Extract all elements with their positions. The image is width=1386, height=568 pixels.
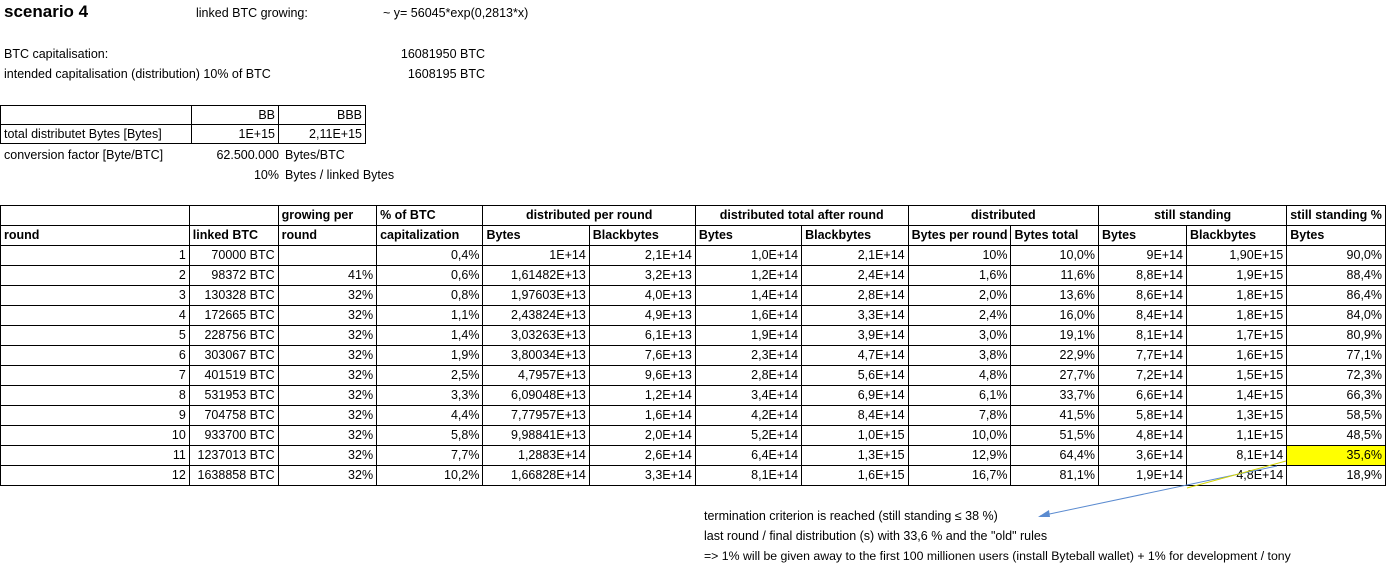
cell-linked: 98372 BTC <box>189 266 278 286</box>
cell-dt-black: 1,3E+15 <box>802 446 909 466</box>
cell-s-bytes: 8,4E+14 <box>1099 306 1187 326</box>
conversion-value: 62.500.000 <box>216 148 279 162</box>
cell-s-bytes: 4,8E+14 <box>1099 426 1187 446</box>
cell-round: 2 <box>1 266 190 286</box>
cell-dt-bytes: 6,4E+14 <box>695 446 801 466</box>
cell-growing: 32% <box>278 326 376 346</box>
cell-dt-bytes: 2,8E+14 <box>695 366 801 386</box>
cell-linked: 70000 BTC <box>189 246 278 266</box>
cell-s-bytes: 8,1E+14 <box>1099 326 1187 346</box>
cell-linked: 303067 BTC <box>189 346 278 366</box>
cell-s-black: 1,3E+15 <box>1187 406 1287 426</box>
cell-d-total: 33,7% <box>1011 386 1099 406</box>
cell-dt-black: 3,9E+14 <box>802 326 909 346</box>
cell-s-bytes: 7,2E+14 <box>1099 366 1187 386</box>
cell-d-total: 22,9% <box>1011 346 1099 366</box>
cell-pct: 2,5% <box>377 366 483 386</box>
header-blackbytes: Blackbytes <box>1187 226 1287 246</box>
intended-capitalisation-label: intended capitalisation (distribution) 10% of BTC <box>4 67 271 81</box>
cell-d-total: 16,0% <box>1011 306 1099 326</box>
cell-s-pct: 80,9% <box>1287 326 1386 346</box>
cell-d-round: 10% <box>908 246 1011 266</box>
header-bb: BB <box>192 106 279 125</box>
header-growing-bottom: round <box>278 226 376 246</box>
cell-s-pct: 66,3% <box>1287 386 1386 406</box>
cell-growing: 32% <box>278 346 376 366</box>
cell-dr-bytes: 2,43824E+13 <box>483 306 589 326</box>
cell-growing: 32% <box>278 426 376 446</box>
cell-dt-black: 5,6E+14 <box>802 366 909 386</box>
cell-dt-black: 6,9E+14 <box>802 386 909 406</box>
cell-growing: 32% <box>278 446 376 466</box>
cell-growing: 32% <box>278 406 376 426</box>
cell-linked: 172665 BTC <box>189 306 278 326</box>
cell-dt-bytes: 1,0E+14 <box>695 246 801 266</box>
header-bytes-total: Bytes total <box>1011 226 1099 246</box>
cell-dr-black: 3,3E+14 <box>589 466 695 486</box>
cell-d-total: 51,5% <box>1011 426 1099 446</box>
cell-dr-black: 1,2E+14 <box>589 386 695 406</box>
cell-growing: 32% <box>278 366 376 386</box>
cell-growing: 32% <box>278 286 376 306</box>
cell-dr-bytes: 7,77957E+13 <box>483 406 589 426</box>
header-bytes-per-round: Bytes per round <box>908 226 1011 246</box>
cell-dr-black: 4,9E+13 <box>589 306 695 326</box>
cell-linked: 704758 BTC <box>189 406 278 426</box>
cell-dr-bytes: 4,7957E+13 <box>483 366 589 386</box>
conversion-unit: Bytes/BTC <box>285 148 345 162</box>
cell-s-black: 1,1E+15 <box>1187 426 1287 446</box>
cell-growing: 41% <box>278 266 376 286</box>
cell-pct: 1,1% <box>377 306 483 326</box>
cell-d-round: 16,7% <box>908 466 1011 486</box>
cell-s-black: 4,8E+14 <box>1187 466 1287 486</box>
cell-s-bytes: 6,6E+14 <box>1099 386 1187 406</box>
cell-s-pct: 58,5% <box>1287 406 1386 426</box>
header-bytes: Bytes <box>1099 226 1187 246</box>
cell-pct: 5,8% <box>377 426 483 446</box>
cell-linked: 1638858 BTC <box>189 466 278 486</box>
cell-s-black: 1,8E+15 <box>1187 306 1287 326</box>
cell-d-round: 12,9% <box>908 446 1011 466</box>
yellow-arrow <box>1187 461 1286 488</box>
cell-dt-bytes: 3,4E+14 <box>695 386 801 406</box>
cell-s-black: 1,90E+15 <box>1187 246 1287 266</box>
cell-s-black: 1,6E+15 <box>1187 346 1287 366</box>
cell-round: 9 <box>1 406 190 426</box>
growth-label: linked BTC growing: <box>196 6 308 20</box>
cell-dt-black: 1,0E+15 <box>802 426 909 446</box>
cell-pct: 0,4% <box>377 246 483 266</box>
cell-d-total: 13,6% <box>1011 286 1099 306</box>
cell-round: 11 <box>1 446 190 466</box>
blue-arrowhead <box>1038 510 1050 517</box>
cell-dt-bytes: 1,6E+14 <box>695 306 801 326</box>
cell-growing: 32% <box>278 306 376 326</box>
cell-round: 4 <box>1 306 190 326</box>
cell-s-pct: 88,4% <box>1287 266 1386 286</box>
cell-s-pct: 77,1% <box>1287 346 1386 366</box>
cell-dr-black: 9,6E+13 <box>589 366 695 386</box>
cell-dr-bytes: 3,03263E+13 <box>483 326 589 346</box>
header-pct-btc-bottom: capitalization <box>377 226 483 246</box>
cell-growing: 32% <box>278 386 376 406</box>
cell-d-total: 11,6% <box>1011 266 1099 286</box>
cell-dr-bytes: 6,09048E+13 <box>483 386 589 406</box>
cell-d-round: 3,8% <box>908 346 1011 366</box>
cell-round: 12 <box>1 466 190 486</box>
cell-dr-black: 1,6E+14 <box>589 406 695 426</box>
cell-round: 8 <box>1 386 190 406</box>
cell-s-pct: 90,0% <box>1287 246 1386 266</box>
cell-dr-black: 3,2E+13 <box>589 266 695 286</box>
conversion-label: conversion factor [Byte/BTC] <box>4 148 164 162</box>
header-distributed: distributed <box>908 206 1098 226</box>
cell-dt-black: 4,7E+14 <box>802 346 909 366</box>
cell-linked: 401519 BTC <box>189 366 278 386</box>
cell-round: 10 <box>1 426 190 446</box>
cell-round: 6 <box>1 346 190 366</box>
cell-d-round: 2,4% <box>908 306 1011 326</box>
header-pct-btc-top: % of BTC <box>377 206 483 226</box>
cell-dt-black: 2,8E+14 <box>802 286 909 306</box>
cell-s-pct: 84,0% <box>1287 306 1386 326</box>
cell-linked: 130328 BTC <box>189 286 278 306</box>
cell-s-bytes: 5,8E+14 <box>1099 406 1187 426</box>
cell-dr-bytes: 1,97603E+13 <box>483 286 589 306</box>
cell-dr-black: 2,1E+14 <box>589 246 695 266</box>
cell-dr-black: 2,6E+14 <box>589 446 695 466</box>
cell-d-round: 3,0% <box>908 326 1011 346</box>
cell-d-round: 6,1% <box>908 386 1011 406</box>
cell-d-round: 1,6% <box>908 266 1011 286</box>
note-termination: termination criterion is reached (still standing ≤ 38 %) <box>704 509 998 523</box>
btc-capitalisation-value: 16081950 BTC <box>400 47 485 61</box>
cell-dt-black: 2,1E+14 <box>802 246 909 266</box>
cell-s-pct: 18,9% <box>1287 466 1386 486</box>
cell-d-total: 10,0% <box>1011 246 1099 266</box>
header-still-standing: still standing <box>1099 206 1287 226</box>
cell-pct: 10,2% <box>377 466 483 486</box>
cell-s-bytes: 8,6E+14 <box>1099 286 1187 306</box>
cell-dr-black: 4,0E+13 <box>589 286 695 306</box>
cell-pct: 7,7% <box>377 446 483 466</box>
header-distributed-per-round: distributed per round <box>483 206 695 226</box>
cell-linked: 1237013 BTC <box>189 446 278 466</box>
cell-dt-bytes: 8,1E+14 <box>695 466 801 486</box>
cell-round: 1 <box>1 246 190 266</box>
header-bytes: Bytes <box>483 226 589 246</box>
ratio-unit: Bytes / linked Bytes <box>285 168 395 182</box>
cell-round: 7 <box>1 366 190 386</box>
header-blackbytes: Blackbytes <box>802 226 909 246</box>
cell-dr-bytes: 9,98841E+13 <box>483 426 589 446</box>
cell-s-bytes: 1,9E+14 <box>1099 466 1187 486</box>
ratio-value: 10% <box>253 168 279 182</box>
cell-dt-black: 8,4E+14 <box>802 406 909 426</box>
cell-dr-bytes: 1,61482E+13 <box>483 266 589 286</box>
cell-growing: 32% <box>278 466 376 486</box>
growth-formula: ~ y= 56045*exp(0,2813*x) <box>383 6 529 20</box>
cell-dt-black: 1,6E+15 <box>802 466 909 486</box>
cell-s-pct: 35,6% <box>1287 446 1386 466</box>
cell-pct: 4,4% <box>377 406 483 426</box>
header-still-standing-pct: still standing % <box>1287 206 1386 226</box>
total-bytes-label: total distributet Bytes [Bytes] <box>1 125 192 144</box>
total-bytes-bbb: 2,11E+15 <box>279 125 366 144</box>
cell-s-pct: 72,3% <box>1287 366 1386 386</box>
scenario-title: scenario 4 <box>4 2 89 21</box>
cell-s-bytes: 8,8E+14 <box>1099 266 1187 286</box>
header-bytes: Bytes <box>1287 226 1386 246</box>
cell-pct: 1,4% <box>377 326 483 346</box>
cell-s-black: 8,1E+14 <box>1187 446 1287 466</box>
cell-d-round: 4,8% <box>908 366 1011 386</box>
btc-capitalisation-label: BTC capitalisation: <box>4 47 109 61</box>
cell-dt-bytes: 5,2E+14 <box>695 426 801 446</box>
cell-dt-bytes: 4,2E+14 <box>695 406 801 426</box>
cell-dr-black: 6,1E+13 <box>589 326 695 346</box>
cell-d-total: 81,1% <box>1011 466 1099 486</box>
header-bbb: BBB <box>279 106 366 125</box>
total-bytes-bb: 1E+15 <box>192 125 279 144</box>
cell-linked: 531953 BTC <box>189 386 278 406</box>
cell-d-round: 2,0% <box>908 286 1011 306</box>
cell-dr-bytes: 1,66828E+14 <box>483 466 589 486</box>
cell-d-round: 10,0% <box>908 426 1011 446</box>
cell-s-black: 1,5E+15 <box>1187 366 1287 386</box>
cell-dr-bytes: 1E+14 <box>483 246 589 266</box>
cell-s-black: 1,7E+15 <box>1187 326 1287 346</box>
cell-dt-black: 2,4E+14 <box>802 266 909 286</box>
cell-s-pct: 48,5% <box>1287 426 1386 446</box>
cell-d-total: 64,4% <box>1011 446 1099 466</box>
cell-d-round: 7,8% <box>908 406 1011 426</box>
cell-s-black: 1,9E+15 <box>1187 266 1287 286</box>
cell-linked: 933700 BTC <box>189 426 278 446</box>
cell-d-total: 19,1% <box>1011 326 1099 346</box>
header-blackbytes: Blackbytes <box>589 226 695 246</box>
header-distributed-total: distributed total after round <box>695 206 908 226</box>
cell-s-bytes: 9E+14 <box>1099 246 1187 266</box>
cell-s-black: 1,4E+15 <box>1187 386 1287 406</box>
cell-dr-bytes: 1,2883E+14 <box>483 446 589 466</box>
cell-linked: 228756 BTC <box>189 326 278 346</box>
cell-s-pct: 86,4% <box>1287 286 1386 306</box>
cell-dr-black: 7,6E+13 <box>589 346 695 366</box>
cell-round: 3 <box>1 286 190 306</box>
cell-s-black: 1,8E+15 <box>1187 286 1287 306</box>
cell-pct: 0,8% <box>377 286 483 306</box>
note-giveaway: => 1% will be given away to the first 100 millionen users (install Byteball wallet) + 1% for development / tony <box>704 549 1291 563</box>
cell-round: 5 <box>1 326 190 346</box>
cell-dr-black: 2,0E+14 <box>589 426 695 446</box>
cell-dt-bytes: 1,2E+14 <box>695 266 801 286</box>
cell-d-total: 41,5% <box>1011 406 1099 426</box>
header-linked-btc: linked BTC <box>189 226 278 246</box>
note-final-distribution: last round / final distribution (s) with 33,6 % and the "old" rules <box>704 529 1048 543</box>
cell-dt-bytes: 1,9E+14 <box>695 326 801 346</box>
cell-pct: 0,6% <box>377 266 483 286</box>
header-round: round <box>1 226 190 246</box>
intended-capitalisation-value: 1608195 BTC <box>407 67 485 81</box>
cell-dr-bytes: 3,80034E+13 <box>483 346 589 366</box>
cell-dt-bytes: 2,3E+14 <box>695 346 801 366</box>
cell-dt-black: 3,3E+14 <box>802 306 909 326</box>
cell-d-total: 27,7% <box>1011 366 1099 386</box>
cell-pct: 1,9% <box>377 346 483 366</box>
cell-pct: 3,3% <box>377 386 483 406</box>
cell-s-bytes: 3,6E+14 <box>1099 446 1187 466</box>
header-bytes: Bytes <box>695 226 801 246</box>
header-growing-top: growing per <box>278 206 376 226</box>
cell-s-bytes: 7,7E+14 <box>1099 346 1187 366</box>
cell-dt-bytes: 1,4E+14 <box>695 286 801 306</box>
